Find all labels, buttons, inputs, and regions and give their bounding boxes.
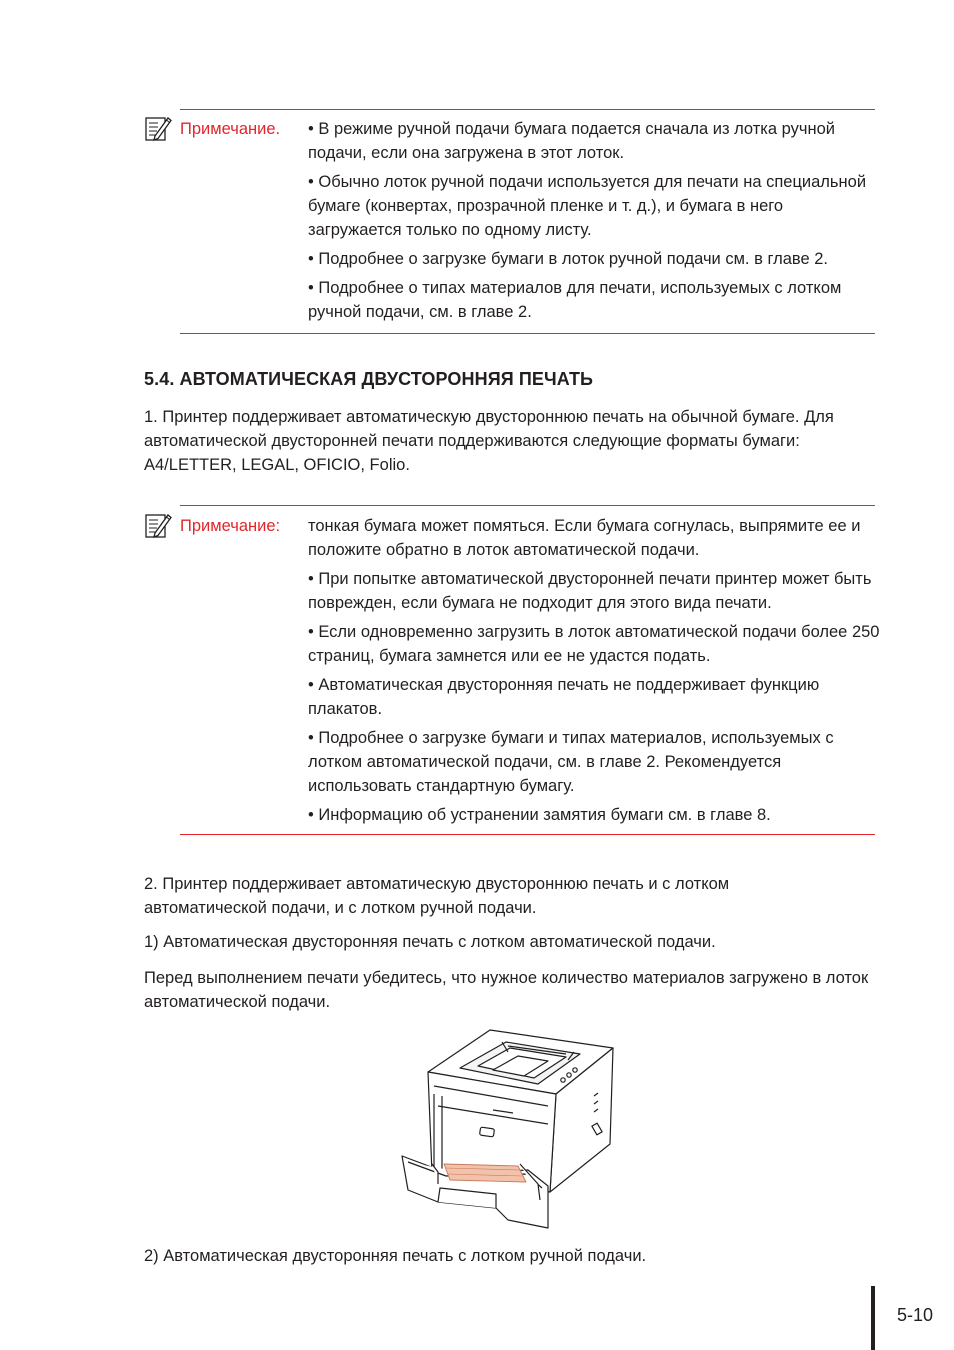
body-paragraph-2: 2. Принтер поддерживает автоматическую двустороннюю печать и с лотком автоматической подачи, и с лотком ручной подачи. <box>144 875 730 917</box>
note1-bullet: • Подробнее о типах материалов для печати, используемых с лотком ручной подачи, см. в главе 2. <box>308 279 842 321</box>
page-number: 5-10 <box>897 1305 934 1325</box>
section-heading: 5.4. АВТОМАТИЧЕСКАЯ ДВУСТОРОННЯЯ ПЕЧАТЬ <box>144 369 594 389</box>
note1-body <box>308 117 880 329</box>
note1-label: Примечание. <box>180 120 281 138</box>
page-number-bar <box>871 1286 875 1350</box>
note2-label: Примечание: <box>180 517 281 535</box>
section-paragraph-1: 1. Принтер поддерживает автоматическую двустороннюю печать на обычной бумаге. Для автоматической двусторонней печати поддерживаются следующие форматы бумаги: A4/LETTER, LEGAL, OFICIO, Folio. <box>144 408 834 474</box>
note2-bullet: • Информацию об устранении замятия бумаги см. в главе 8. <box>308 806 771 824</box>
note2-body <box>308 514 880 832</box>
body-paragraph-5: 2) Автоматическая двусторонняя печать с лотком ручной подачи. <box>144 1247 647 1265</box>
note1-top-rule <box>180 109 875 110</box>
note2-bullet: тонкая бумага может помяться. Если бумага согнулась, выпрямите ее и положите обратно в лоток автоматической подачи. <box>308 517 861 559</box>
note2-top-rule <box>180 505 875 506</box>
note2-bullet: • Если одновременно загрузить в лоток автоматической подачи более 250 страниц, бумага замнется или ее не удастся подать. <box>308 623 880 665</box>
note1-bullet: • Обычно лоток ручной подачи используется для печати на специальной бумаге (конвертах, прозрачной пленке и т. д.), и бумага в него загружается только по одному листу. <box>308 173 867 239</box>
body-paragraph-3: 1) Автоматическая двусторонняя печать с лотком автоматической подачи. <box>144 933 716 951</box>
note2-bullet: • При попытке автоматической двусторонней печати принтер может быть поврежден, если бумага не подходит для этого вида печати. <box>308 570 872 612</box>
printer-illustration <box>398 1024 620 1234</box>
note-icon <box>144 114 174 142</box>
note2-bottom-rule <box>180 834 875 835</box>
note1-bottom-rule <box>180 333 875 334</box>
body-paragraph-4: Перед выполнением печати убедитесь, что нужное количество материалов загружено в лоток автоматической подачи. <box>144 969 869 1011</box>
note-icon <box>144 511 174 539</box>
note2-bullet: • Автоматическая двусторонняя печать не поддерживает функцию плакатов. <box>308 676 820 718</box>
note1-bullet: • В режиме ручной подачи бумага подается сначала из лотка ручной подачи, если она загружена в этот лоток. <box>308 120 835 162</box>
note2-bullet: • Подробнее о загрузке бумаги и типах материалов, используемых с лотком автоматической подачи, см. в главе 2. Рекомендуется использовать стандартную бумагу. <box>308 729 834 795</box>
note1-bullet: • Подробнее о загрузке бумаги в лоток ручной подачи см. в главе 2. <box>308 250 829 268</box>
